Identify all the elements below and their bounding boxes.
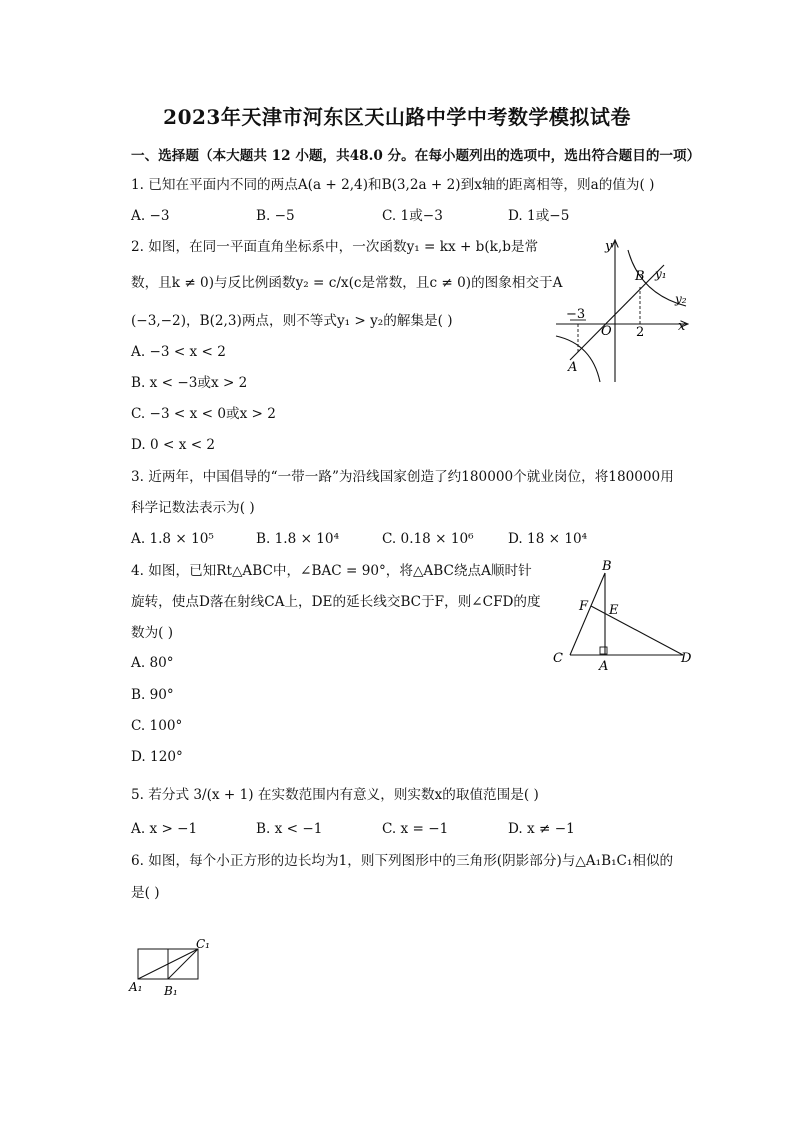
- q2-option-d: D. 0 < x < 2: [131, 437, 216, 453]
- label-f: F: [579, 599, 589, 614]
- q1-option-a: A. −3: [131, 208, 170, 224]
- q2-coordinate-figure: [548, 232, 698, 387]
- label-a1: A₁: [129, 980, 143, 994]
- tick-pos-label: 2: [636, 325, 645, 340]
- question-5-stem: 5. 若分式 3/(x + 1) 在实数范围内有意义，则实数x的取值范围是( ): [131, 787, 539, 803]
- tick-neg-label: −3: [566, 307, 586, 322]
- q5-option-a: A. x > −1: [131, 821, 198, 837]
- right-angle-mark: [600, 647, 607, 654]
- q5-option-b: B. x < −1: [256, 821, 323, 837]
- page-title: 2023年天津市河东区天山路中学中考数学模拟试卷: [163, 105, 631, 129]
- q1-option-c: C. 1或−3: [382, 208, 443, 224]
- q5-option-c: C. x = −1: [382, 821, 449, 837]
- question-3-line-2: 科学记数法表示为( ): [131, 500, 255, 516]
- q2-option-a: A. −3 < x < 2: [131, 344, 226, 360]
- q3-option-d: D. 18 × 10⁴: [508, 531, 588, 547]
- q2-option-c: C. −3 < x < 0或x > 2: [131, 406, 276, 422]
- question-3-line-1: 3. 近两年，中国倡导的“一带一路”为沿线国家创造了约180000个就业岗位，将180000用: [131, 469, 674, 485]
- q4-option-c: C. 100°: [131, 718, 183, 734]
- hyperbola-branch-2: [556, 336, 600, 382]
- label-e: E: [609, 603, 619, 618]
- q3-option-c: C. 0.18 × 10⁶: [382, 531, 474, 547]
- q5-option-d: D. x ≠ −1: [508, 821, 575, 837]
- q3-option-a: A. 1.8 × 10⁵: [131, 531, 214, 547]
- curve-y2-label: y₂: [675, 292, 687, 306]
- curve-y1-label: y₁: [655, 267, 667, 281]
- y-axis-label: y: [605, 239, 613, 254]
- grid-square-1: [138, 949, 168, 979]
- q4-triangle-figure: [548, 558, 698, 673]
- section-heading: 一、选择题（本大题共 12 小题，共48.0 分。在每小题列出的选项中，选出符合题目的一项）: [131, 148, 701, 164]
- q1-option-b: B. −5: [256, 208, 295, 224]
- label-c: C: [553, 651, 563, 666]
- label-a: A: [599, 659, 609, 673]
- x-axis-label: x: [678, 319, 686, 334]
- segment-b1c1: [168, 949, 198, 979]
- segment-cb: [570, 573, 605, 655]
- q1-option-d: D. 1或−5: [508, 208, 570, 224]
- origin-label: O: [601, 324, 612, 339]
- point-a-label: A: [568, 360, 578, 375]
- label-b: B: [602, 559, 612, 574]
- q4-option-d: D. 120°: [131, 749, 183, 765]
- question-2-line-3: (−3,−2)，B(2,3)两点，则不等式y₁ > y₂的解集是( ): [131, 313, 453, 329]
- q4-option-b: B. 90°: [131, 687, 174, 703]
- label-d: D: [681, 651, 692, 666]
- question-6-line-1: 6. 如图，每个小正方形的边长均为1，则下列图形中的三角形(阴影部分)与△A₁B₁C₁相似的: [131, 853, 674, 869]
- point-b-label: B: [635, 269, 645, 284]
- q6-grid-figure: [126, 935, 216, 1000]
- label-c1: C₁: [196, 937, 210, 951]
- q3-option-b: B. 1.8 × 10⁴: [256, 531, 340, 547]
- question-4-line-2: 旋转，使点D落在射线CA上，DE的延长线交BC于F，则∠CFD的度: [131, 594, 541, 610]
- question-4-line-1: 4. 如图，已知Rt△ABC中，∠BAC = 90°，将△ABC绕点A顺时针: [131, 563, 532, 579]
- question-4-line-3: 数为( ): [131, 625, 174, 641]
- question-6-line-2: 是( ): [131, 885, 160, 901]
- question-1-stem: 1. 已知在平面内不同的两点A(a + 2,4)和B(3,2a + 2)到x轴的距离相等，则a的值为( ): [131, 177, 655, 193]
- question-2-line-2: 数，且k ≠ 0)与反比例函数y₂ = c/x(c是常数，且c ≠ 0)的图象相交于A: [131, 275, 563, 291]
- q2-option-b: B. x < −3或x > 2: [131, 375, 248, 391]
- question-2-line-1: 2. 如图，在同一平面直角坐标系中，一次函数y₁ = kx + b(k,b是常: [131, 239, 539, 255]
- q4-option-a: A. 80°: [131, 655, 174, 671]
- label-b1: B₁: [164, 984, 178, 998]
